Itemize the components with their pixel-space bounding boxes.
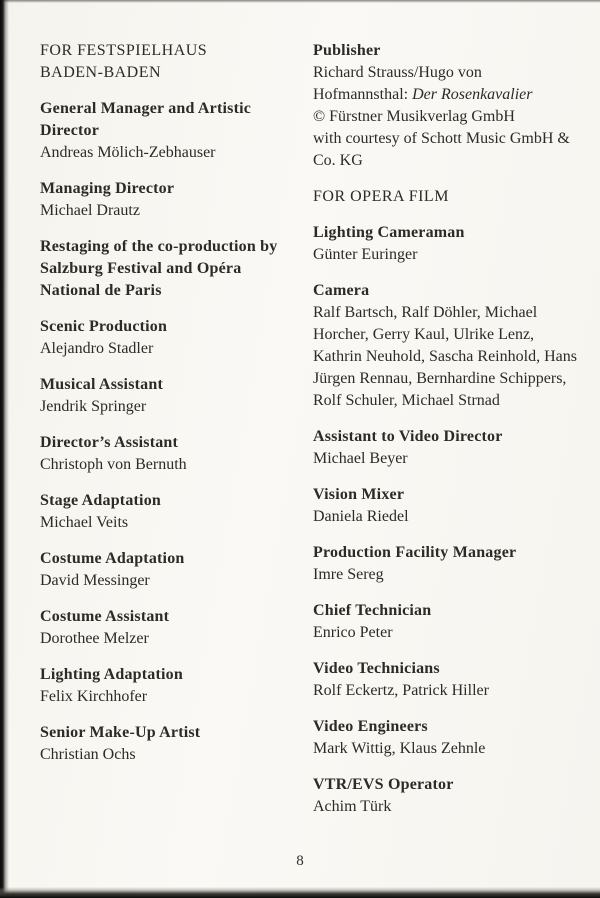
credit-role-heading: Assistant to Video Director bbox=[313, 428, 503, 445]
credit-name-line: Andreas Mölich-Zebhauser bbox=[40, 144, 216, 161]
credit-role-heading: Lighting Adaptation bbox=[40, 666, 183, 683]
credit-name-line: Mark Wittig, Klaus Zehnle bbox=[313, 740, 486, 757]
credit-role-heading: Camera bbox=[313, 282, 370, 299]
credit-block bbox=[313, 542, 585, 586]
text-segment: Hofmannsthal: bbox=[313, 86, 413, 103]
work-title-italic: Der Rosenkavalier bbox=[412, 86, 533, 103]
credit-name-line: Enrico Peter bbox=[313, 624, 393, 641]
credit-block bbox=[313, 716, 585, 760]
credit-block bbox=[40, 98, 302, 164]
credit-block bbox=[40, 490, 302, 534]
credit-name-line: Michael Drautz bbox=[40, 202, 140, 219]
credit-role-heading: Video Engineers bbox=[313, 718, 428, 735]
credit-block bbox=[313, 426, 585, 470]
credit-name-line: Achim Türk bbox=[313, 798, 392, 815]
credit-block bbox=[40, 606, 302, 650]
credit-name-line: Rolf Schuler, Michael Strnad bbox=[313, 392, 500, 409]
credit-block bbox=[40, 178, 302, 222]
credit-block bbox=[40, 432, 302, 476]
scan-edge-top bbox=[0, 0, 600, 3]
credit-block bbox=[313, 484, 585, 528]
credits-column-festspielhaus bbox=[40, 40, 302, 766]
credit-name-line: Horcher, Gerry Kaul, Ulrike Lenz, bbox=[313, 326, 535, 343]
credit-name-line: © Fürstner Musikverlag GmbH bbox=[313, 108, 515, 125]
credit-role-heading: Salzburg Festival and Opéra bbox=[40, 260, 242, 277]
credit-block bbox=[40, 664, 302, 708]
credit-name-line: Kathrin Neuhold, Sascha Reinhold, Hans bbox=[313, 348, 577, 365]
section-title-block bbox=[313, 186, 585, 208]
credit-block bbox=[313, 222, 585, 266]
credit-name-line: Daniela Riedel bbox=[313, 508, 409, 525]
credit-name-line: Alejandro Stadler bbox=[40, 340, 154, 357]
credit-role-heading: VTR/EVS Operator bbox=[313, 776, 454, 793]
credit-role-heading: Scenic Production bbox=[40, 318, 168, 335]
credit-role-heading: Vision Mixer bbox=[313, 486, 405, 503]
credit-block bbox=[313, 658, 585, 702]
credit-name-line: Michael Beyer bbox=[313, 450, 408, 467]
credit-role-heading: Stage Adaptation bbox=[40, 492, 161, 509]
credit-block bbox=[40, 374, 302, 418]
page-number: 8 bbox=[296, 853, 304, 869]
credit-block bbox=[313, 280, 585, 412]
credit-name-line: Christoph von Bernuth bbox=[40, 456, 187, 473]
credit-name-line: Christian Ochs bbox=[40, 746, 136, 763]
scan-edge-bottom bbox=[0, 887, 600, 898]
credit-name-line: with courtesy of Schott Music GmbH & bbox=[313, 130, 570, 147]
credit-role-heading: Production Facility Manager bbox=[313, 544, 517, 561]
credit-role-heading: Director bbox=[40, 122, 100, 139]
credit-role-heading: Chief Technician bbox=[313, 602, 432, 619]
credit-role-heading: General Manager and Artistic bbox=[40, 100, 252, 117]
credit-name-line: Jendrik Springer bbox=[40, 398, 147, 415]
credit-name-line: David Messinger bbox=[40, 572, 150, 589]
credit-role-heading: Managing Director bbox=[40, 180, 175, 197]
credit-name-line bbox=[313, 84, 585, 106]
credit-block bbox=[313, 600, 585, 644]
credit-role-heading: Senior Make-Up Artist bbox=[40, 724, 201, 741]
section-title-line: FOR FESTSPIELHAUS bbox=[40, 42, 208, 59]
credit-role-heading: Video Technicians bbox=[313, 660, 440, 677]
credit-block bbox=[313, 40, 585, 172]
credit-role-heading: Musical Assistant bbox=[40, 376, 163, 393]
credit-block bbox=[40, 548, 302, 592]
credit-name-line: Richard Strauss/Hugo von bbox=[313, 64, 482, 81]
credit-name-line: Jürgen Rennau, Bernhardine Schippers, bbox=[313, 370, 567, 387]
credit-name-line: Ralf Bartsch, Ralf Döhler, Michael bbox=[313, 304, 538, 321]
credit-name-line: Dorothee Melzer bbox=[40, 630, 149, 647]
section-title-block bbox=[40, 40, 302, 84]
credits-column-opera-film bbox=[313, 40, 585, 818]
scan-edge-left bbox=[0, 0, 9, 898]
credit-block bbox=[40, 722, 302, 766]
credit-name-line: Rolf Eckertz, Patrick Hiller bbox=[313, 682, 489, 699]
section-title-line: FOR OPERA FILM bbox=[313, 188, 449, 205]
section-title-line: BADEN-BADEN bbox=[40, 64, 162, 81]
credit-role-heading: Costume Assistant bbox=[40, 608, 170, 625]
credit-role-heading: Restaging of the co-production by bbox=[40, 238, 278, 255]
credit-role-heading: Publisher bbox=[313, 42, 381, 59]
credit-name-line: Felix Kirchhofer bbox=[40, 688, 148, 705]
credit-name-line: Günter Euringer bbox=[313, 246, 418, 263]
credit-role-heading: Director’s Assistant bbox=[40, 434, 179, 451]
credit-role-heading: Lighting Cameraman bbox=[313, 224, 465, 241]
credit-name-line: Co. KG bbox=[313, 152, 363, 169]
credit-role-heading: Costume Adaptation bbox=[40, 550, 185, 567]
credit-block bbox=[40, 316, 302, 360]
credit-block bbox=[313, 774, 585, 818]
credit-block bbox=[40, 236, 302, 302]
credit-name-line: Michael Veits bbox=[40, 514, 129, 531]
credit-name-line: Imre Sereg bbox=[313, 566, 384, 583]
credit-role-heading: National de Paris bbox=[40, 282, 162, 299]
